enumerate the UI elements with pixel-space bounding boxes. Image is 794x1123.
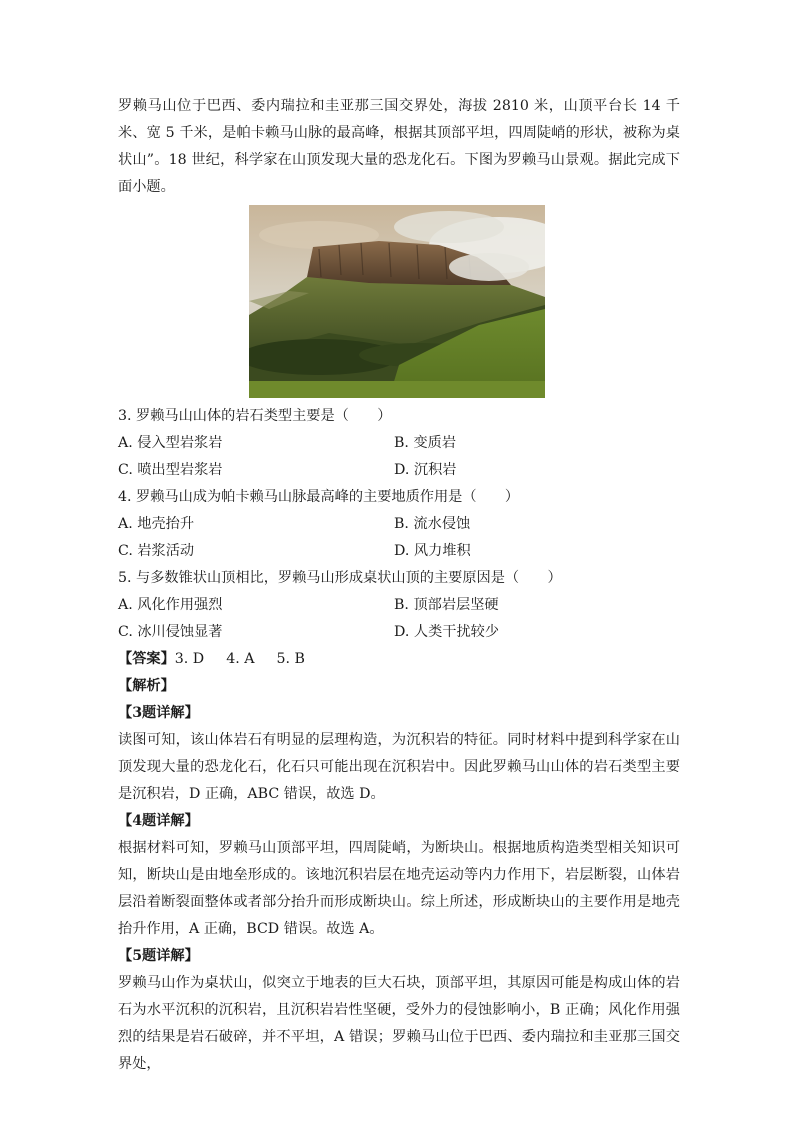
answer-item: 3. D	[174, 651, 205, 667]
option-b: B. 顶部岩层坚硬	[394, 597, 499, 613]
option-b: B. 流水侵蚀	[394, 516, 471, 532]
detail-3-label: 【3题详解】	[118, 705, 199, 721]
option-c: C. 冰川侵蚀显著	[118, 624, 223, 640]
detail-3-text: 读图可知，该山体岩石有明显的层理构造，为沉积岩的特征。同时材料中提到科学家在山顶发现大量的恐龙化石，化石只可能出现在沉积岩中。因此罗赖马山山体的岩石类型主要是沉积岩，D 正确，ABC 错误，故选 D。	[118, 732, 680, 802]
question-stem: 5. 与多数锥状山顶相比，罗赖马山形成桌状山顶的主要原因是（ ）	[118, 570, 562, 586]
option-d: D. 风力堆积	[394, 543, 471, 559]
option-d: D. 沉积岩	[394, 462, 457, 478]
detail-4-label: 【4题详解】	[118, 813, 199, 829]
question-3	[118, 403, 680, 484]
question-5	[118, 565, 680, 646]
question-stem: 4. 罗赖马山成为帕卡赖马山脉最高峰的主要地质作用是（ ）	[118, 489, 520, 505]
mountain-photo	[249, 205, 545, 398]
answer-label: 【答案】	[118, 651, 175, 667]
question-4	[118, 484, 680, 565]
detail-5-label: 【5题详解】	[118, 948, 199, 964]
analysis-label: 【解析】	[118, 678, 175, 694]
option-c: C. 岩浆活动	[118, 543, 195, 559]
answer-item: 5. B	[276, 651, 305, 667]
option-a: A. 地壳抬升	[118, 516, 195, 532]
option-a: A. 风化作用强烈	[118, 597, 223, 613]
answer-line	[118, 646, 680, 673]
detail-5-text: 罗赖马山作为桌状山，似突立于地表的巨大石块，顶部平坦，其原因可能是构成山体的岩石为水平沉积的沉积岩，且沉积岩岩性坚硬，受外力的侵蚀影响小，B 正确；风化作用强烈的结果是岩石破碎，并不平坦，A 错误；罗赖马山位于巴西、委内瑞拉和圭亚那三国交界处，	[118, 975, 680, 1072]
question-stem: 3. 罗赖马山山体的岩石类型主要是（ ）	[118, 408, 392, 424]
option-d: D. 人类干扰较少	[394, 624, 500, 640]
answer-item: 4. A	[226, 651, 255, 667]
detail-4-text: 根据材料可知，罗赖马山顶部平坦，四周陡峭，为断块山。根据地质构造类型相关知识可知，断块山是由地垒形成的。该地沉积岩层在地壳运动等内力作用下，岩层断裂，山体岩层沿着断裂面整体或者部分抬升而形成断块山。综上所述，形成断块山的主要作用是地壳抬升作用，A 正确，BCD 错误。故选 A。	[118, 840, 680, 937]
option-b: B. 变质岩	[394, 435, 457, 451]
option-a: A. 侵入型岩浆岩	[118, 435, 223, 451]
intro-paragraph: 罗赖马山位于巴西、委内瑞拉和圭亚那三国交界处，海拔 2810 米，山顶平台长 14 千米、宽 5 千米，是帕卡赖马山脉的最高峰，根据其顶部平坦，四周陡峭的形状，被称为桌状山”。18 世纪，科学家在山顶发现大量的恐龙化石。下图为罗赖马山景观。据此完成下面小题。	[118, 98, 680, 195]
document-page	[118, 93, 680, 1078]
option-c: C. 喷出型岩浆岩	[118, 462, 223, 478]
